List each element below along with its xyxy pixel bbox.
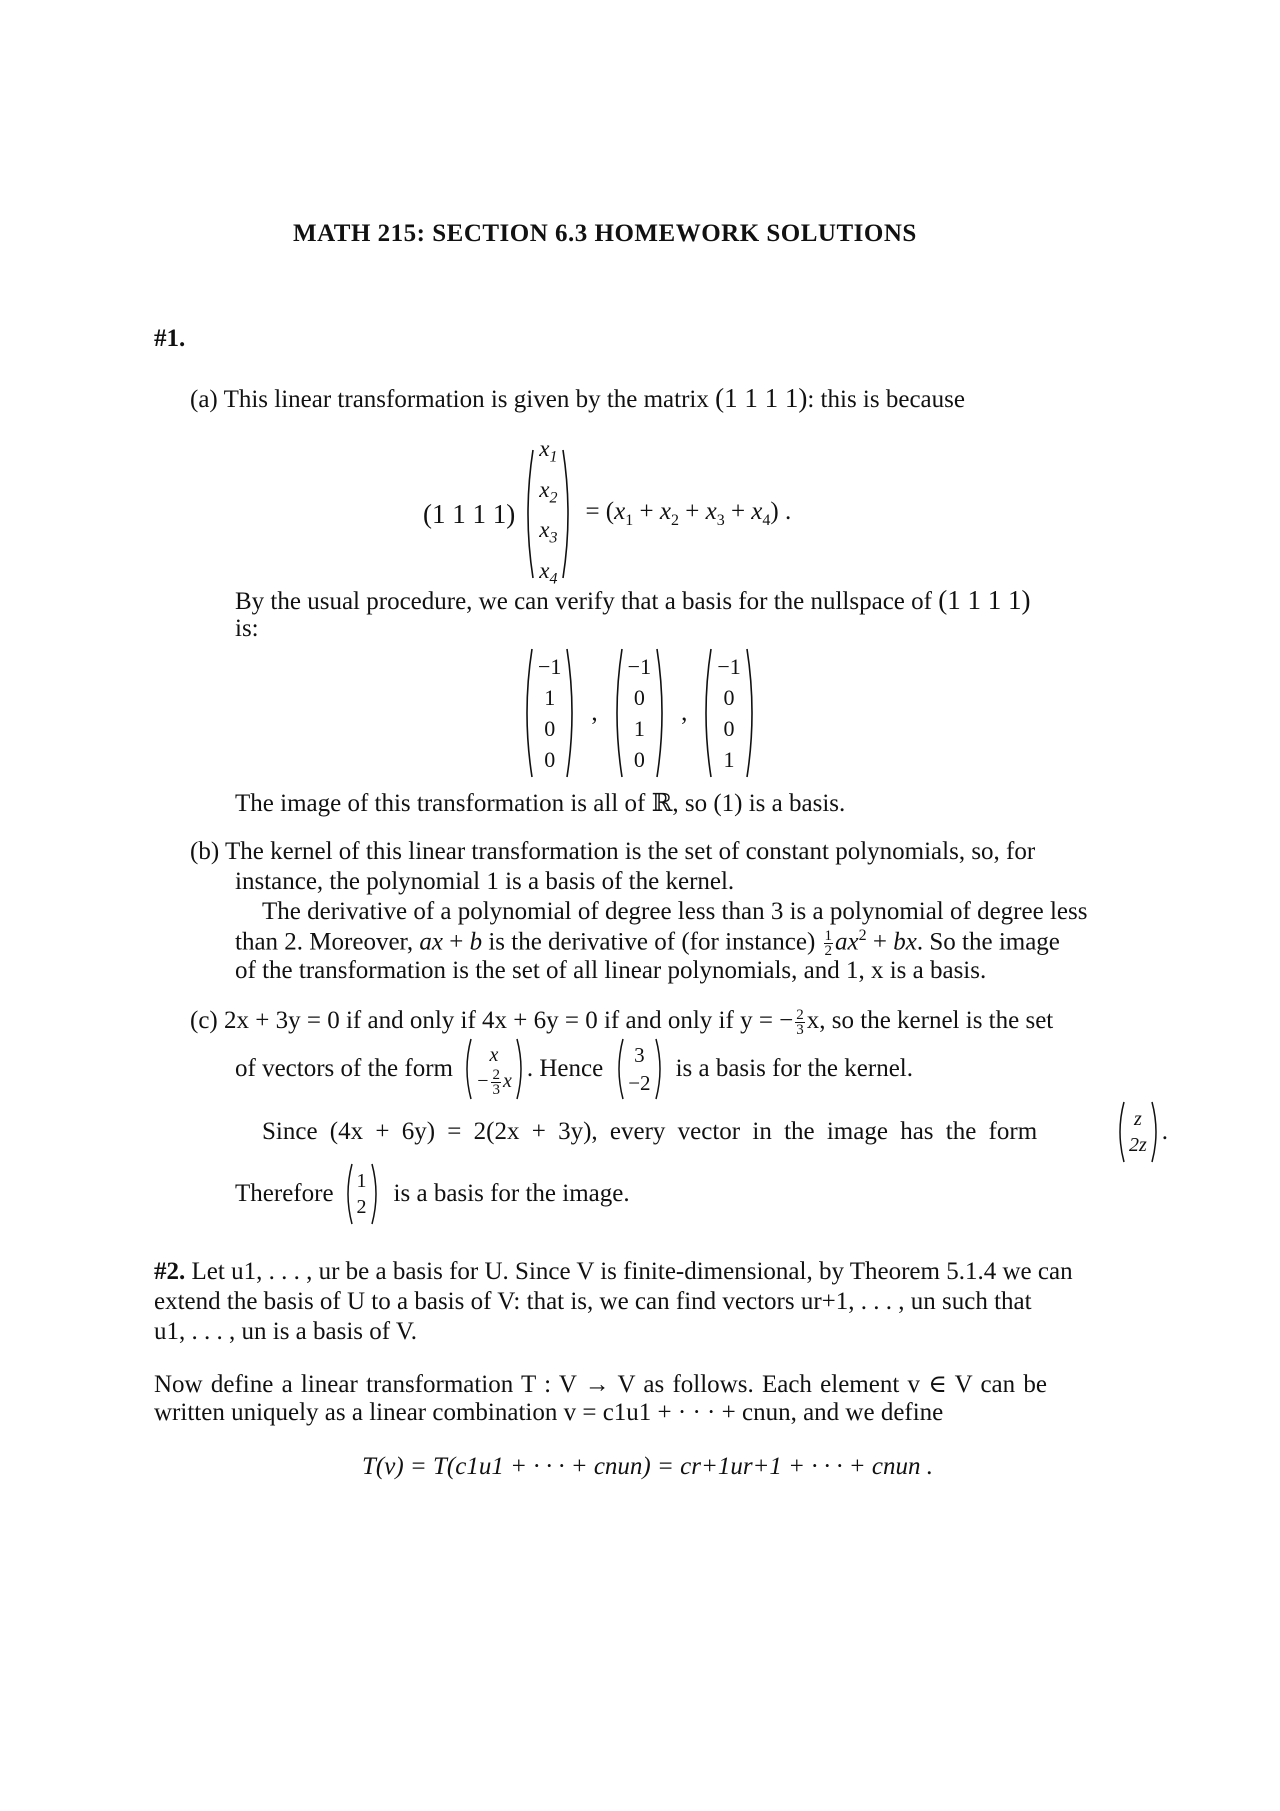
- problem-1-label: #1.: [154, 325, 186, 352]
- row-matrix-eq: (1 1 1 1): [423, 498, 516, 529]
- row-matrix-null: (1 1 1 1): [938, 585, 1031, 615]
- part-c-line4a: Therefore: [235, 1180, 334, 1207]
- right-paren-icon: [561, 448, 575, 580]
- part-b-line5: of the transformation is the set of all linear polynomials, and 1, x is a basis.: [235, 957, 987, 984]
- problem-2-line1: [154, 1258, 1073, 1286]
- part-b-tag: (b): [190, 838, 220, 865]
- nullspace-text-body: By the usual procedure, we can verify that a basis for the nullspace of: [235, 588, 932, 615]
- part-a-intro: [190, 383, 965, 414]
- part-c-line2c: is a basis for the kernel.: [675, 1055, 913, 1082]
- vec-x3: $x_3$: [539, 517, 558, 547]
- part-c-line4b: is a basis for the image.: [393, 1180, 630, 1207]
- part-c-line1-text: 2x + 3y = 0 if and only if 4x + 6y = 0 if and only if y = −: [224, 1007, 794, 1034]
- page-title: MATH 215: SECTION 6.3 HOMEWORK SOLUTIONS: [293, 220, 917, 247]
- left-paren-icon: [521, 448, 535, 580]
- part-b-line3: The derivative of a polynomial of degree less than 3 is a polynomial of degree less: [262, 898, 1088, 925]
- part-b-line1-text: The kernel of this linear transformation is the set of constant polynomials, so, for: [224, 838, 1036, 865]
- part-c-tag: (c): [190, 1007, 218, 1034]
- row-matrix: (1 1 1 1): [715, 383, 808, 413]
- fraction-half: $\frac{1}{2}$: [824, 928, 833, 960]
- part-b-line2: instance, the polynomial 1 is a basis of the kernel.: [235, 868, 735, 895]
- part-a-tag: (a): [190, 386, 218, 413]
- problem-2-line2: extend the basis of U to a basis of V: that is, we can find vectors ur+1, . . . , un such that: [154, 1288, 1032, 1315]
- kernel-form-vector: x − $\frac{2}{3}$ x: [461, 1037, 527, 1101]
- basis-vector-3: −1 0 0 1: [699, 647, 758, 779]
- part-c-line2a: of vectors of the form: [235, 1055, 453, 1082]
- part-c-line1: (c) 2x + 3y = 0 if and only if 4x + 6y = 0 if and only if y = − $\frac{2}{3}$ x, so the kernel is the set: [190, 1006, 1054, 1038]
- vec-x4: $x_4$: [539, 557, 558, 588]
- part-a-after: : this is because: [807, 386, 965, 413]
- part-b-line1: [190, 838, 1035, 866]
- part-b-line4a: than 2. Moreover,: [235, 928, 414, 956]
- part-c-line4: [235, 1162, 630, 1226]
- part-c-line1b: x, so the kernel is the set: [806, 1007, 1054, 1034]
- problem-2-line5: written uniquely as a linear combination v = c1u1 + · · · + cnun, and we define: [154, 1399, 944, 1426]
- part-b-line4c: . So the image: [916, 928, 1060, 956]
- problem-2-line4: Now define a linear transformation T : V → V as follows. Each element v ∈ V can be: [154, 1371, 1047, 1398]
- part-a-intro-text: This linear transformation is given by the matrix: [223, 386, 709, 413]
- sum-rhs: = $(x_1 + x_2 + x_3 + x_4)$ .: [585, 498, 792, 530]
- basis-vector-1: −1 1 0 0: [520, 647, 579, 779]
- problem-2-line3: u1, . . . , un is a basis of V.: [154, 1318, 417, 1345]
- part-c-line2b: . Hence: [526, 1055, 604, 1082]
- vec-x2: $x_2$: [539, 476, 558, 507]
- problem-2-equation: T(v) = T(c1u1 + · · · + cnun) = cr+1ur+1 + · · · + cnun .: [362, 1453, 934, 1480]
- part-b-line4b: is the derivative of (for instance): [488, 928, 816, 956]
- basis-vector-2: −1 0 1 0: [610, 647, 669, 779]
- image-form-vector: z 2z .: [1114, 1100, 1168, 1164]
- problem-2-label: #2.: [154, 1258, 186, 1285]
- nullspace-basis: −1 1 0 0 , −1 0 1 0 , −1 0 0 1: [520, 647, 759, 779]
- is-label: is:: [235, 615, 259, 642]
- part-b-line4: than 2. Moreover, ax + b is the derivative of (for instance) $\frac{1}{2}$ $ax^2$ + bx. So the image: [235, 927, 1060, 960]
- matrix-product-equation: [423, 433, 791, 595]
- part-c-line3: [262, 1100, 1168, 1164]
- part-c-line3a: Since (4x + 6y) = 2(2x + 3y), every vector in the image has the form: [262, 1118, 1038, 1145]
- image-basis-vector: 1 2: [342, 1162, 382, 1226]
- kernel-basis-vector: 3 −2: [613, 1037, 665, 1101]
- vec-x1: $x_1$: [539, 436, 558, 466]
- nullspace-text: [235, 585, 1030, 616]
- column-vector-x: [521, 433, 575, 595]
- problem-2-line1-text: Let u1, . . . , ur be a basis for U. Since V is finite-dimensional, by Theorem 5.1.4 we can: [191, 1258, 1073, 1285]
- part-c-line2: [235, 1037, 913, 1101]
- image-text: The image of this transformation is all of ℝ, so (1) is a basis.: [235, 790, 846, 817]
